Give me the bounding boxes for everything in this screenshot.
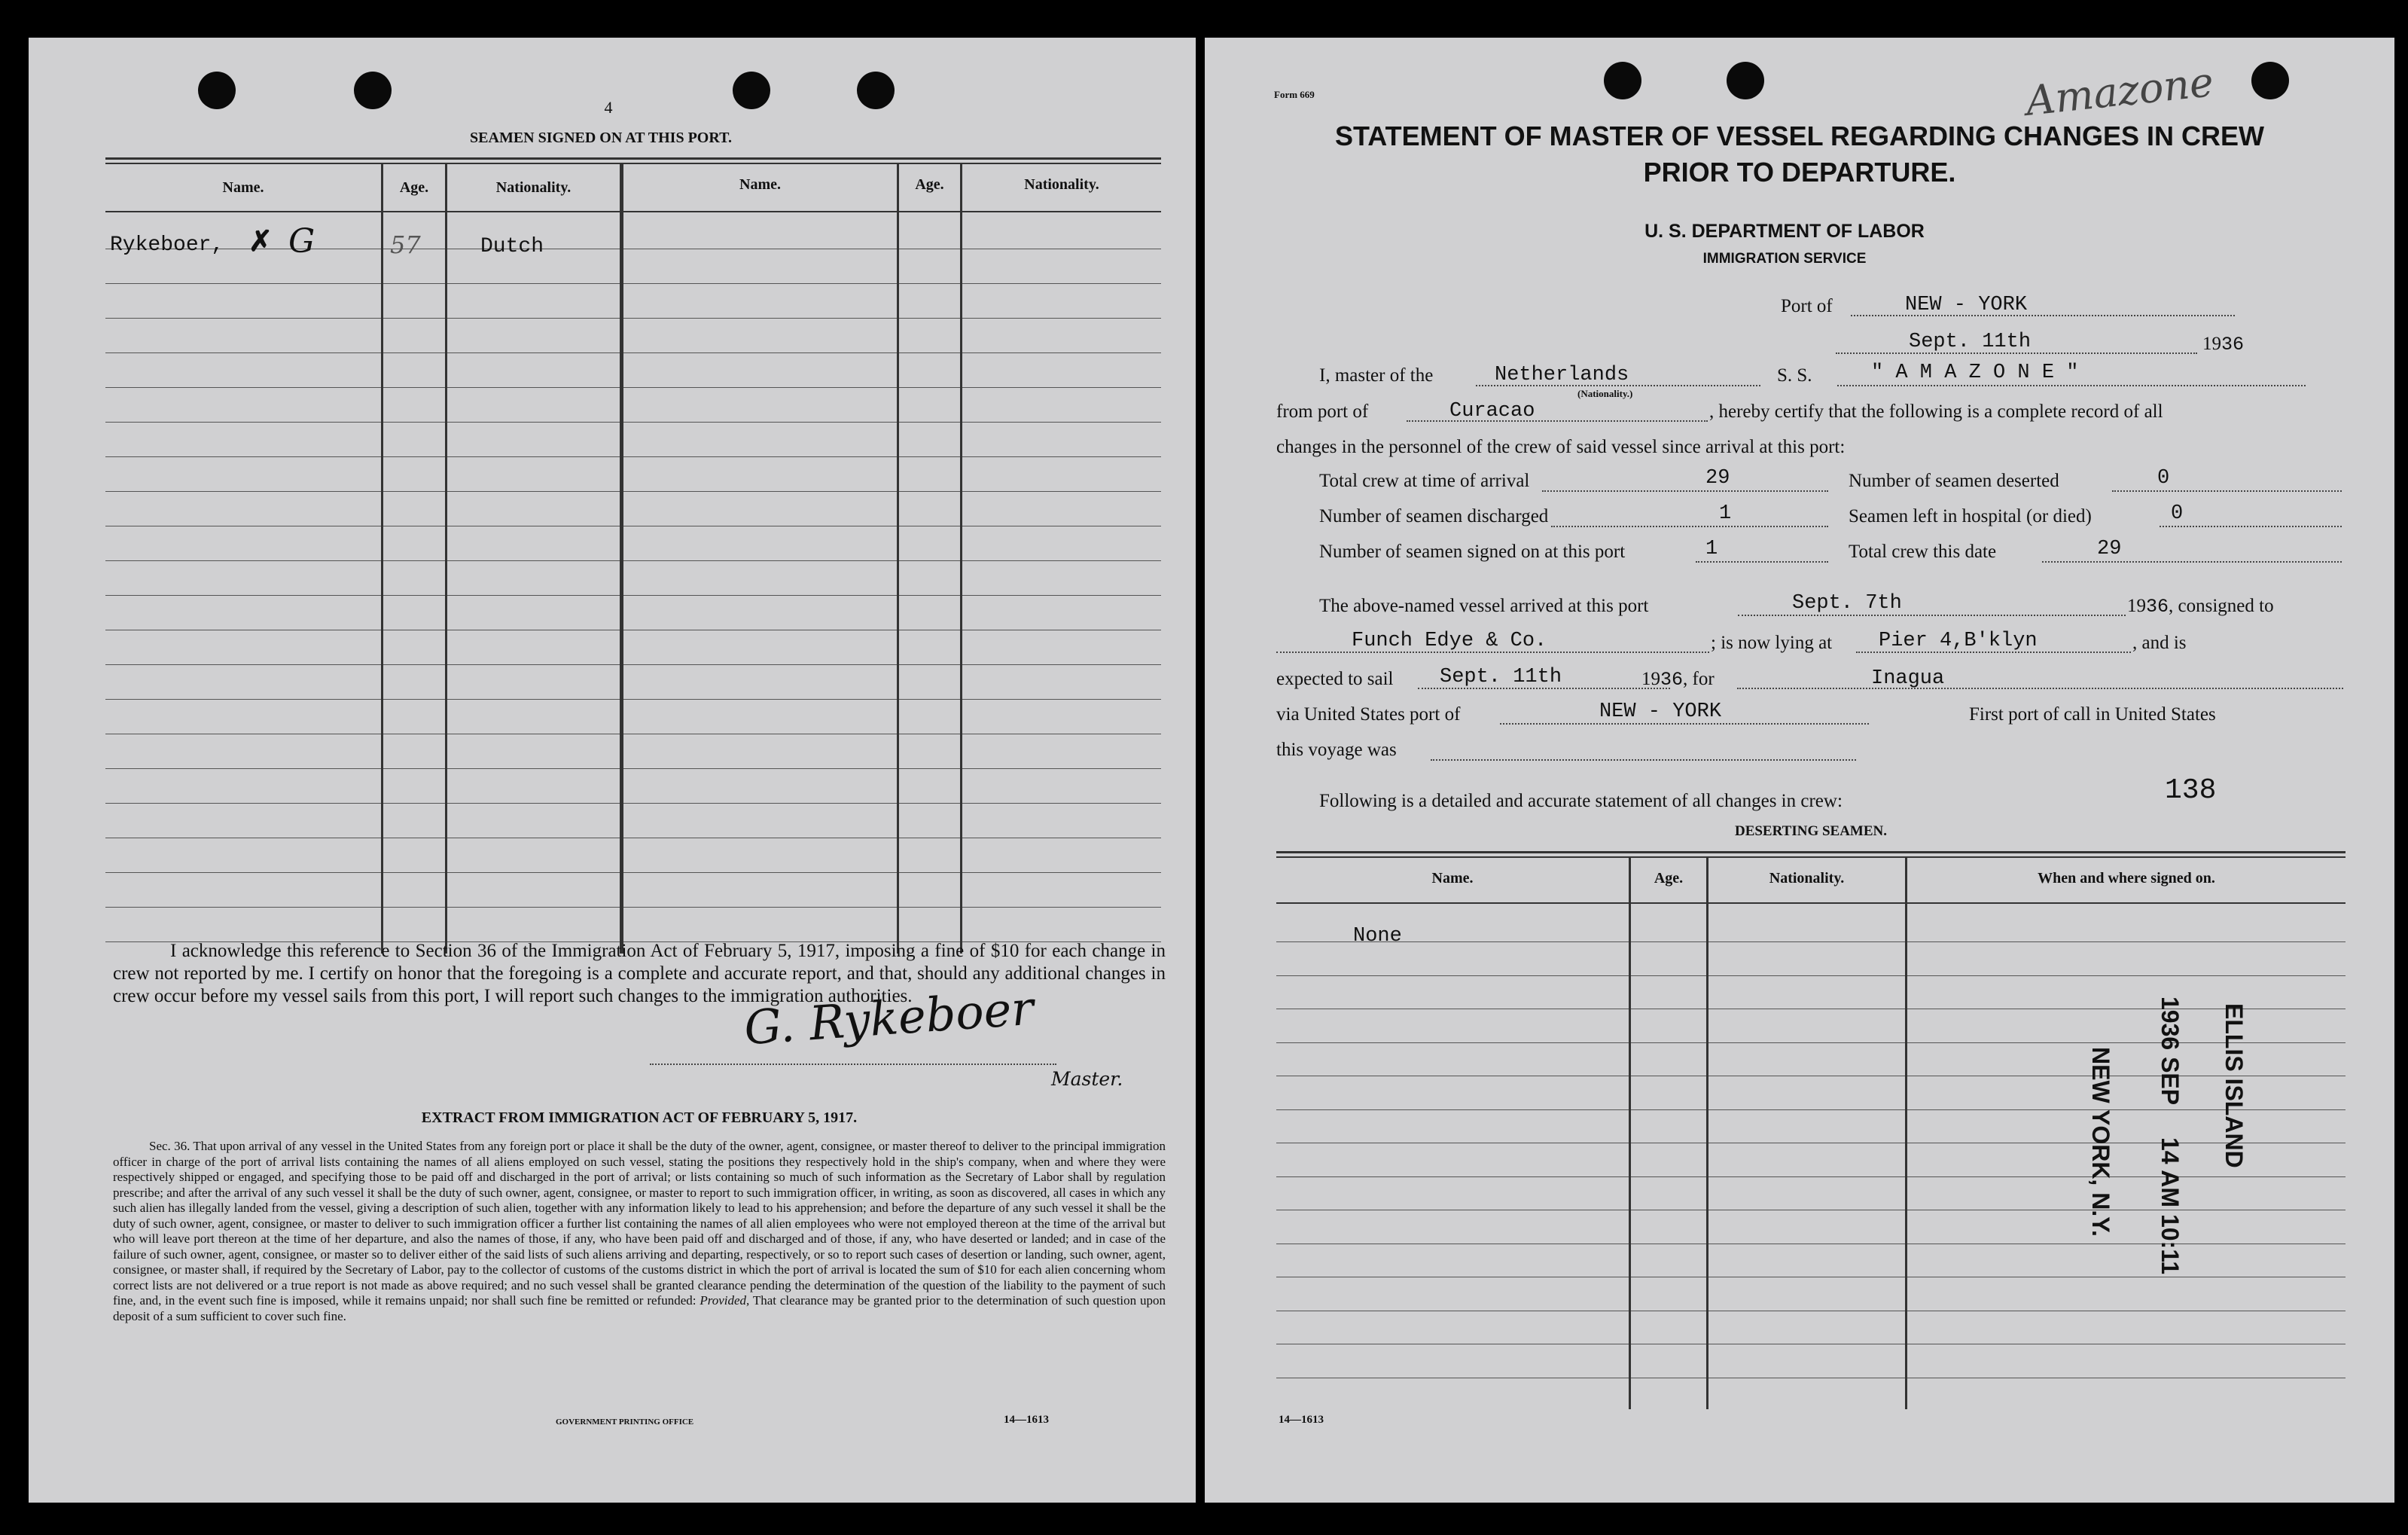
col-nationality-2: Nationality. <box>1024 176 1099 193</box>
voyage-label: this voyage was <box>1276 740 1397 760</box>
col-age-2: Age. <box>915 176 944 193</box>
expected-year: 1936, for <box>1641 669 1715 691</box>
nationality-value: Netherlands <box>1495 364 1629 386</box>
department: U. S. DEPARTMENT OF LABOR <box>1644 221 1925 242</box>
port-label: Port of <box>1781 296 1833 316</box>
extract-title: EXTRACT FROM IMMIGRATION ACT OF FEBRUARY 5, 1917. <box>421 1109 858 1126</box>
col-age: Age. <box>1654 870 1684 887</box>
row-rule <box>105 387 1161 388</box>
deserting-first-row-name: None <box>1353 925 1402 948</box>
col-name: Name. <box>1431 870 1474 887</box>
seamen-hospital: 0 <box>2171 502 2184 525</box>
handwritten-number: 138 <box>2165 774 2217 807</box>
row-rule <box>105 907 1161 908</box>
consignee: Funch Edye & Co. <box>1352 630 1547 652</box>
extract-body: Sec. 36. That upon arrival of any vessel in the United States from any foreign port or place it shall be the duty of the owner, agent, consignee, or master thereof to deliver to the principal immigration officer in charge of the port of arrival lists containing the names of all aliens employed on such vessel, stating the positions they respectively hold in the ship's company, when and where they were respectively shipped or engaged, and specifying those to be paid off and discharged in the port of arrival; or lists containing so much of such information as the Secretary of Labor shall by regulation prescribe; and after the arrival of any such vessel it shall be the duty of such owner, agent, consignee, or master to report to such immigration officer, in writing, as soon as discovered, all cases in which any such alien has illegally landed from the vessel, giving a description of such alien, together with any information likely to lead to his apprehension; and before the departure of any such vessel it shall be the duty of such owner, agent, consignee, or master to deliver to such immigration officer a further list containing the names of all alien employees who were not employed thereon at the time of the arrival but who will leave port thereon at the time of her departure, and also the names of those, if any, who have been paid off and discharged and of those, if any, who have deserted or landed; and in case of the failure of such owner, agent, consignee, or master so to deliver either of the said lists of such aliens arriving and departing, respectively, or so to report such cases of desertion or landing, such owner, agent, consignee, or master shall, if required by the Secretary of Labor, pay to the collector of customs of the customs district in which the port of arrival is located the sum of $10 for each alien concerning whom correct lists are not delivered or a true report is not made as above required; and no such vessel shall be granted clearance pending the determination of the question of the liability to the payment of such fine, and, in the event such fine is imposed, while it remains unpaid; nor shall such fine be remitted or refunded: Provided, That clearance may be granted prior to the determination of such question upon deposit of a sum sufficient to cover such fine. <box>113 1139 1166 1323</box>
certify-text: , hereby certify that the following is a complete record of all <box>1709 401 2163 422</box>
form-title: STATEMENT OF MASTER OF VESSEL REGARDING CHANGES IN CREW PRIOR TO DEPARTURE. <box>1334 121 2265 188</box>
col-nationality: Nationality. <box>495 179 572 196</box>
from-port-value: Curacao <box>1449 400 1535 423</box>
row-rule <box>105 422 1161 423</box>
master-signature: G. Rykeboer <box>742 980 1036 1056</box>
punch-hole <box>354 72 392 109</box>
form-code: 14—1613 <box>1279 1414 1324 1426</box>
first-port-label: First port of call in United States <box>1969 704 2216 725</box>
seaman-age: 57 <box>390 230 421 259</box>
row-rule <box>1276 1109 2346 1110</box>
destination: Inagua <box>1871 667 1945 690</box>
page-number: 4 <box>604 98 613 117</box>
row-rule <box>1276 1176 2346 1177</box>
row-rule <box>1276 1042 2346 1043</box>
crossed-initial-mark: ✗ <box>248 226 273 258</box>
punch-hole <box>1604 62 1641 99</box>
and-is: , and is <box>2132 633 2187 653</box>
ss-label: S. S. <box>1777 365 1812 386</box>
arrived-label: The above-named vessel arrived at this port <box>1319 596 1649 616</box>
seaman-initial: G <box>288 222 315 261</box>
right-page: Form 669 Amazone STATEMENT OF MASTER OF VESSEL REGARDING CHANGES IN CREW PRIOR TO DEPARTURE. U. S. DEPARTMENT OF LABOR IMMIGRATION SERVICE Port of NEW - YORK Sept. 11th 1936 I, master of the Netherlands (Nationality.) S. S. " A M A Z O N E " from port of Curacao , hereby certify that the following is a complete record of all changes in the personnel of the crew of said vessel since arrival at this port: Total crew at time of arrival 29 Number of seamen deserted 0 Number of seamen discharged 1 Seamen left in hospital (or died) 0 Number of seamen signed on at this port 1 Total crew this date 29 The above-named vessel arrived at this port Sept. 7th 1936, consigned to Funch Edye & Co. ; is now lying at Pier 4,B'klyn , and is expected to sail Sept. 11th 1936, for Inagua via United States port of NEW - YORK First port of call in United States this voyage was Following is a detailed and accurate statement of all changes in crew: 138 DESERTING SEAMEN. Name. Age. Nationality. When and where signed on. None ELLIS ISLAND 1936 SEP 14 AM 10:11 NEW YORK, N.Y. 14—1613 <box>1205 38 2394 1503</box>
col-when-where: When and where signed on. <box>2038 870 2215 887</box>
row-rule <box>105 595 1161 596</box>
seamen-deserted: 0 <box>2157 467 2170 490</box>
master-of-label: I, master of the <box>1319 365 1434 386</box>
row-rule <box>105 318 1161 319</box>
ship-name: " A M A Z O N E " <box>1871 362 2079 384</box>
col-nationality: Nationality. <box>1769 870 1845 887</box>
lying-label: ; is now lying at <box>1711 633 1833 653</box>
nationality-caption: (Nationality.) <box>1577 388 1633 399</box>
row-rule <box>105 664 1161 665</box>
total-crew-arrival: 29 <box>1705 467 1730 490</box>
row-rule <box>105 491 1161 492</box>
col-name: Name. <box>222 179 264 196</box>
date-value: Sept. 11th <box>1909 331 2032 353</box>
row-rule <box>105 456 1161 457</box>
port-value: NEW - YORK <box>1905 294 2028 316</box>
row-rule <box>105 560 1161 561</box>
row-rule <box>105 872 1161 873</box>
deserting-heading: DESERTING SEAMEN. <box>1734 823 1888 839</box>
punch-hole <box>2251 62 2289 99</box>
following-label: Following is a detailed and accurate statement of all changes in crew: <box>1319 791 1843 811</box>
service: IMMIGRATION SERVICE <box>1702 251 1867 267</box>
row-rule <box>1276 941 2346 942</box>
form-code: 14—1613 <box>1004 1414 1049 1426</box>
master-label: Master. <box>1051 1068 1123 1090</box>
col-age: Age. <box>399 179 429 196</box>
via-value: NEW - YORK <box>1599 700 1722 723</box>
lying-value: Pier 4,B'klyn <box>1879 630 2038 652</box>
seamen-signed-on: 1 <box>1705 538 1718 560</box>
row-rule <box>105 352 1161 353</box>
col-name-2: Name. <box>739 176 781 193</box>
row-rule <box>105 699 1161 700</box>
form-number: Form 669 <box>1274 89 1315 100</box>
total-crew-date: 29 <box>2097 538 2122 560</box>
seaman-name: Rykeboer, <box>110 233 224 257</box>
row-rule <box>105 803 1161 804</box>
expected-value: Sept. 11th <box>1440 666 1562 688</box>
row-rule <box>1276 975 2346 976</box>
printing-office: GOVERNMENT PRINTING OFFICE <box>556 1418 694 1427</box>
year: 1936 <box>2202 334 2245 356</box>
row-rule <box>105 283 1161 284</box>
from-port-label: from port of <box>1276 401 1369 422</box>
expected-label: expected to sail <box>1276 669 1394 689</box>
punch-hole <box>733 72 770 109</box>
changes-text: changes in the personnel of the crew of said vessel since arrival at this port: <box>1276 437 1846 457</box>
seamen-discharged: 1 <box>1719 502 1732 525</box>
row-rule <box>105 768 1161 769</box>
left-page <box>29 38 1196 1503</box>
punch-hole <box>857 72 895 109</box>
arrived-value: Sept. 7th <box>1792 592 1902 615</box>
signed-on-heading: SEAMEN SIGNED ON AT THIS PORT. <box>470 130 732 146</box>
via-label: via United States port of <box>1276 704 1461 725</box>
seaman-nationality: Dutch <box>480 235 544 258</box>
punch-hole <box>198 72 236 109</box>
handwritten-ship-name: Amazone <box>2023 58 2216 125</box>
arrived-year: 1936, consigned to <box>2127 596 2274 618</box>
punch-hole <box>1727 62 1764 99</box>
acknowledgment-text: I acknowledge this reference to Section 36 of the Immigration Act of February 5, 1917, imposing a fine of $10 for each change in crew not reported by me. I certify on honor that the foregoing is a complete and accurate report, and that, should any additional changes in crew occur before my vessel sails from this port, I will report such changes to the immigration authorities. <box>113 941 1166 1006</box>
